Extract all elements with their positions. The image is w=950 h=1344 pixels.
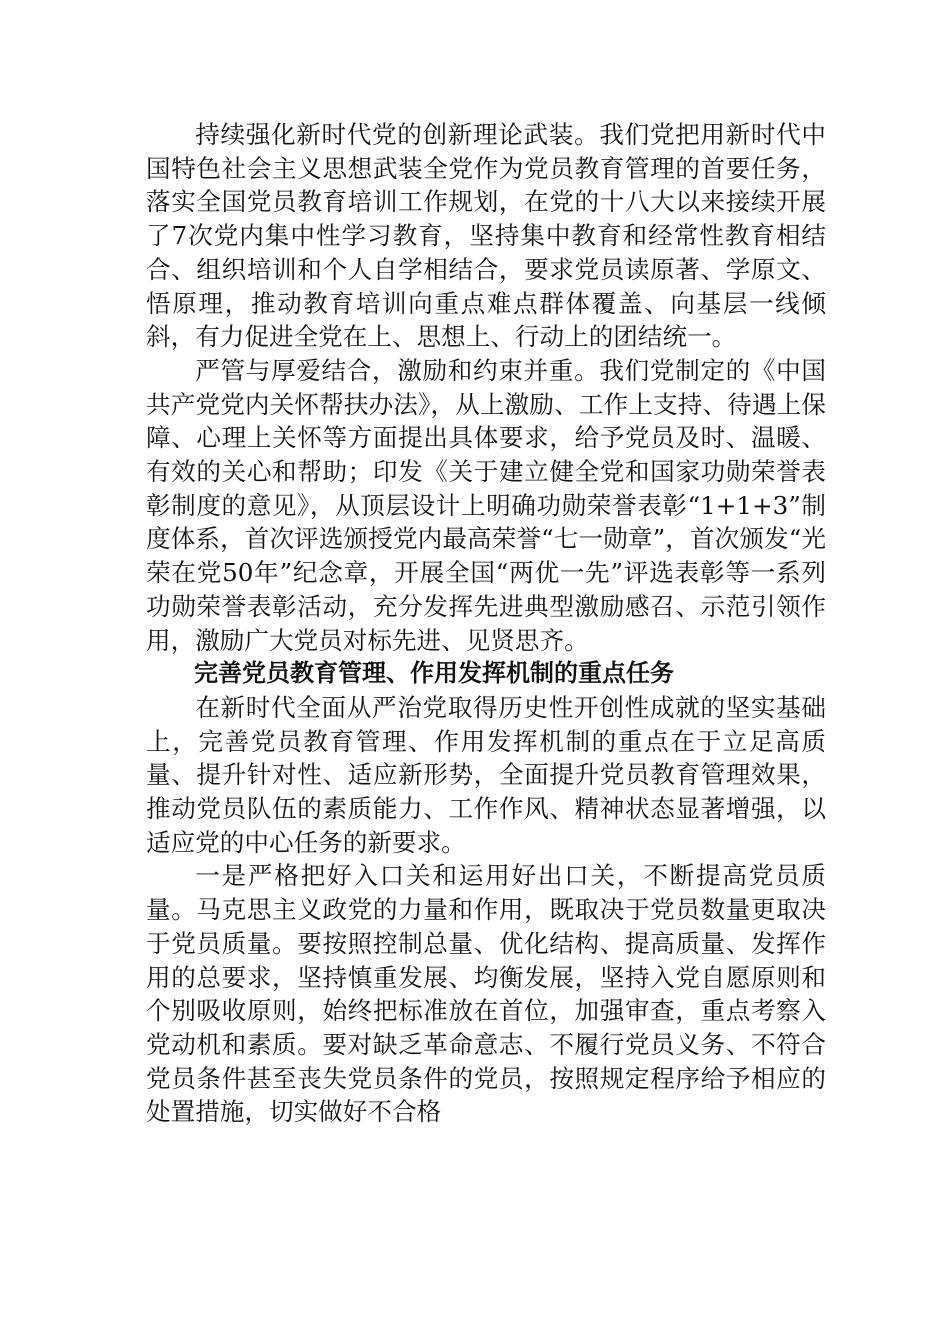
paragraph-key-tasks-intro: 在新时代全面从严治党取得历史性开创性成就的坚实基础上，完善党员教育管理、作用发挥机制的重点在于立足高质量、提升针对性、适应新形势，全面提升党员教育管理效果，推动党员队伍的素质能力、工作作风、精神状态显著增强，以适应党的中心任务的新要求。 [146, 692, 826, 857]
paragraph-care-and-discipline: 严管与厚爱结合，激励和约束并重。我们党制定的《中国共产党党内关怀帮扶办法》，从上激励、工作上支持、待遇上保障、心理上关怀等方面提出具体要求，给予党员及时、温暖、有效的关心和帮助；印发《关于建立健全党和国家功勋荣誉表彰制度的意见》，从顶层设计上明确功勋荣誉表彰“1+1+3”制度体系，首次评选颁授党内最高荣誉“七一勋章”，首次颁发“光荣在党50年”纪念章，开展全国“两优一先”评选表彰等一系列功勋荣誉表彰活动，充分发挥先进典型激励感召、示范引领作用，激励广大党员对标先进、见贤思齐。 [146, 355, 826, 655]
section-heading: 完善党员教育管理、作用发挥机制的重点任务 [194, 659, 674, 688]
paragraph-entry-exit-control: 一是严格把好入口关和运用好出口关，不断提高党员质量。马克思主义政党的力量和作用，既取决于党员数量更取决于党员质量。要按照控制总量、优化结构、提高质量、发挥作用的总要求，坚持慎重发展、均衡发展，坚持入党自愿原则和个别吸收原则，始终把标准放在首位，加强审查，重点考察入党动机和素质。要对缺乏革命意志、不履行党员义务、不符合党员条件甚至丧失党员条件的党员，按照规定程序给予相应的处置措施，切实做好不合格 [146, 861, 826, 1127]
document-body [146, 118, 826, 1129]
paragraph-theory-armament: 持续强化新时代党的创新理论武装。我们党把用新时代中国特色社会主义思想武装全党作为党员教育管理的首要任务，落实全国党员教育培训工作规划，在党的十八大以来接续开展了7次党内集中性学习教育，坚持集中教育和经常性教育相结合、组织培训和个人自学相结合，要求党员读原著、学原文、悟原理，推动教育培训向重点难点群体覆盖、向基层一线倾斜，有力促进全党在上、思想上、行动上的团结统一。 [146, 120, 826, 352]
